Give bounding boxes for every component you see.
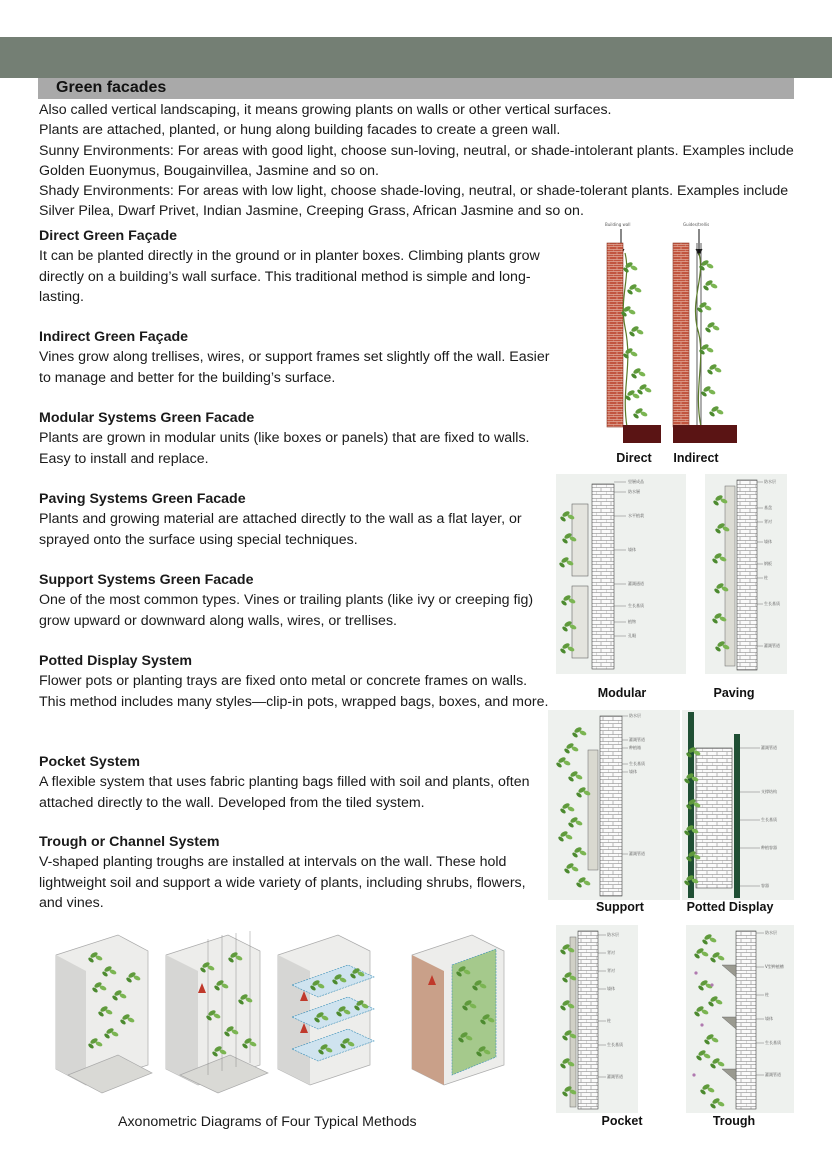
section-body: A flexible system that uses fabric planting bags filled with soil and plants, often attached directly to the wall. Developed from the tiled system.	[39, 774, 530, 811]
annotation: 防水層	[628, 489, 640, 494]
vine-direct	[620, 253, 652, 427]
figure-caption: Axonometric Diagrams of Four Typical Methods	[118, 1114, 417, 1130]
intro-line: Plants are attached, planted, or hung along building facades to create a green wall.	[39, 122, 561, 139]
section-body: Plants and growing material are attached directly to the wall as a flat layer, or sprayed onto the surface using special techniques.	[39, 511, 522, 548]
annotation: 灌溉管道	[629, 737, 645, 742]
planter-box	[673, 425, 737, 443]
page-title: Green facades	[56, 79, 167, 96]
label-trough: Trough	[712, 1114, 756, 1128]
section-body: V-shaped planting troughs are installed at intervals on the wall. These hold lightweight soil and support a wide variety of plants, including shrubs, flowers, and vines.	[39, 854, 526, 911]
annotation: 灌溉通道	[628, 581, 644, 586]
section-pocket	[39, 752, 551, 813]
intro-line: Sunny Environments: For areas with good light, choose sun-loving, neutral, or shade-intolerant plants. Examples include Golden Euonymus, Bougainvillea, Jasmine and so on.	[39, 142, 794, 179]
section-body: Vines grow along trellises, wires, or support frames set slightly off the wall. Easier to manage and better for the building’s surface.	[39, 349, 550, 386]
annotation: 种植容器	[761, 845, 777, 850]
annotation: 生长基质	[764, 601, 780, 606]
section-title: Potted Display System	[39, 653, 192, 669]
annotation: 基盘	[764, 505, 772, 510]
pocket-diagram	[556, 925, 638, 1113]
label-paving: Paving	[713, 686, 755, 700]
annotation: 钢板	[764, 561, 772, 566]
annotation: 生长基质	[761, 817, 777, 822]
axonometric-paving	[412, 935, 504, 1085]
top-banner	[0, 37, 832, 78]
annotation: 防水层	[629, 713, 641, 718]
section-paving	[39, 489, 551, 550]
modular-diagram	[556, 474, 686, 674]
guides-trellis-label: Guides/trellis	[683, 222, 710, 227]
annotation: 灌溉管道	[629, 851, 645, 856]
annotation: 种植箱	[629, 745, 641, 750]
potted-diagram	[682, 710, 794, 900]
annotation: 灌溉管道	[607, 1074, 623, 1079]
direct-indirect-figure	[597, 217, 747, 447]
intro-text	[39, 100, 809, 222]
annotation: 孔眼	[628, 633, 636, 638]
section-potted	[39, 651, 551, 712]
annotation: 防水层	[765, 930, 777, 935]
section-title: Indirect Green Façade	[39, 329, 189, 345]
annotation: 墙体	[764, 539, 772, 544]
annotation: 水平植栽	[628, 513, 644, 518]
planter-box	[623, 425, 661, 443]
section-body: It can be planted directly in the ground or in planter boxes. Climbing plants grow directly on a building’s wall surface. This traditional method is simple and long-lasting.	[39, 248, 540, 305]
annotation: 墙体	[628, 547, 636, 552]
annotation: 柱	[764, 575, 768, 580]
section-title: Direct Green Façade	[39, 228, 177, 244]
section-direct	[39, 226, 551, 307]
label-direct: Direct	[616, 451, 652, 465]
annotation: 容器	[761, 883, 769, 888]
label-pocket: Pocket	[601, 1114, 643, 1128]
label-support: Support	[596, 900, 644, 914]
annotation: 灌溉管道	[764, 643, 780, 648]
section-body: One of the most common types. Vines or trailing plants (like ivy or creeping fig) grow upward or downward along walls, wires, or trellises.	[39, 592, 534, 629]
axonometric-direct	[56, 935, 152, 1093]
section-support	[39, 570, 551, 631]
section-body: Plants are grown in modular units (like boxes or panels) that are fixed to walls. Easy to install and replace.	[39, 430, 530, 467]
axonometric-modular	[278, 935, 374, 1085]
annotation: 生长基质	[765, 1040, 781, 1045]
annotation: 支撑结构	[761, 789, 777, 794]
annotation: 背衬	[607, 950, 615, 955]
section-indirect	[39, 327, 551, 388]
annotation: 灌溉管道	[761, 745, 777, 750]
section-title: Support Systems Green Facade	[39, 572, 254, 588]
section-trough	[39, 832, 551, 913]
brick-wall	[607, 243, 623, 427]
section-modular	[39, 408, 551, 469]
building-wall-label: Building wall	[605, 222, 631, 227]
brick-wall	[673, 243, 689, 427]
label-modular: Modular	[597, 686, 647, 700]
section-title: Pocket System	[39, 754, 140, 770]
label-potted-display: Potted Display	[686, 900, 774, 914]
annotation: 墙体	[629, 769, 637, 774]
section-title: Paving Systems Green Facade	[39, 491, 246, 507]
axonometric-diagrams	[48, 925, 508, 1113]
annotation: 生长基质	[629, 761, 645, 766]
intro-line: Also called vertical landscaping, it means growing plants on walls or other vertical surfaces.	[39, 102, 612, 118]
annotation: 生长基质	[628, 603, 644, 608]
trough-diagram	[686, 925, 794, 1113]
annotation: 背衬	[607, 968, 615, 973]
annotation: 生长基质	[607, 1042, 623, 1047]
intro-line: Shady Environments: For areas with low light, choose shade-loving, neutral, or shade-tolerant plants. Examples include Silver Pilea, Dwarf Privet, Indian Jasmine, Creeping Grass, African Jasmine and so on.	[39, 183, 789, 220]
annotation: 植物	[628, 619, 636, 624]
support-diagram	[548, 710, 680, 900]
annotation: 里層成品	[628, 479, 644, 484]
label-indirect: Indirect	[673, 451, 719, 465]
annotation: 防水层	[607, 932, 619, 937]
annotation: 墙体	[765, 1016, 773, 1021]
annotation: 灌溉管道	[765, 1072, 781, 1077]
annotation: 柱	[765, 992, 769, 997]
annotation: 防水层	[764, 479, 776, 484]
annotation: V型种植槽	[765, 964, 784, 969]
paving-diagram	[705, 474, 787, 674]
section-title: Trough or Channel System	[39, 834, 220, 850]
annotation: 墙体	[607, 986, 615, 991]
annotation: 背衬	[764, 519, 772, 524]
axonometric-indirect	[166, 931, 268, 1093]
vine-indirect	[695, 253, 724, 427]
section-title: Modular Systems Green Facade	[39, 410, 255, 426]
section-body: Flower pots or planting trays are fixed onto metal or concrete frames on walls. This method includes many styles—clip-in pots, wrapped bags, boxes, and more.	[39, 673, 549, 710]
annotation: 柱	[607, 1018, 611, 1023]
